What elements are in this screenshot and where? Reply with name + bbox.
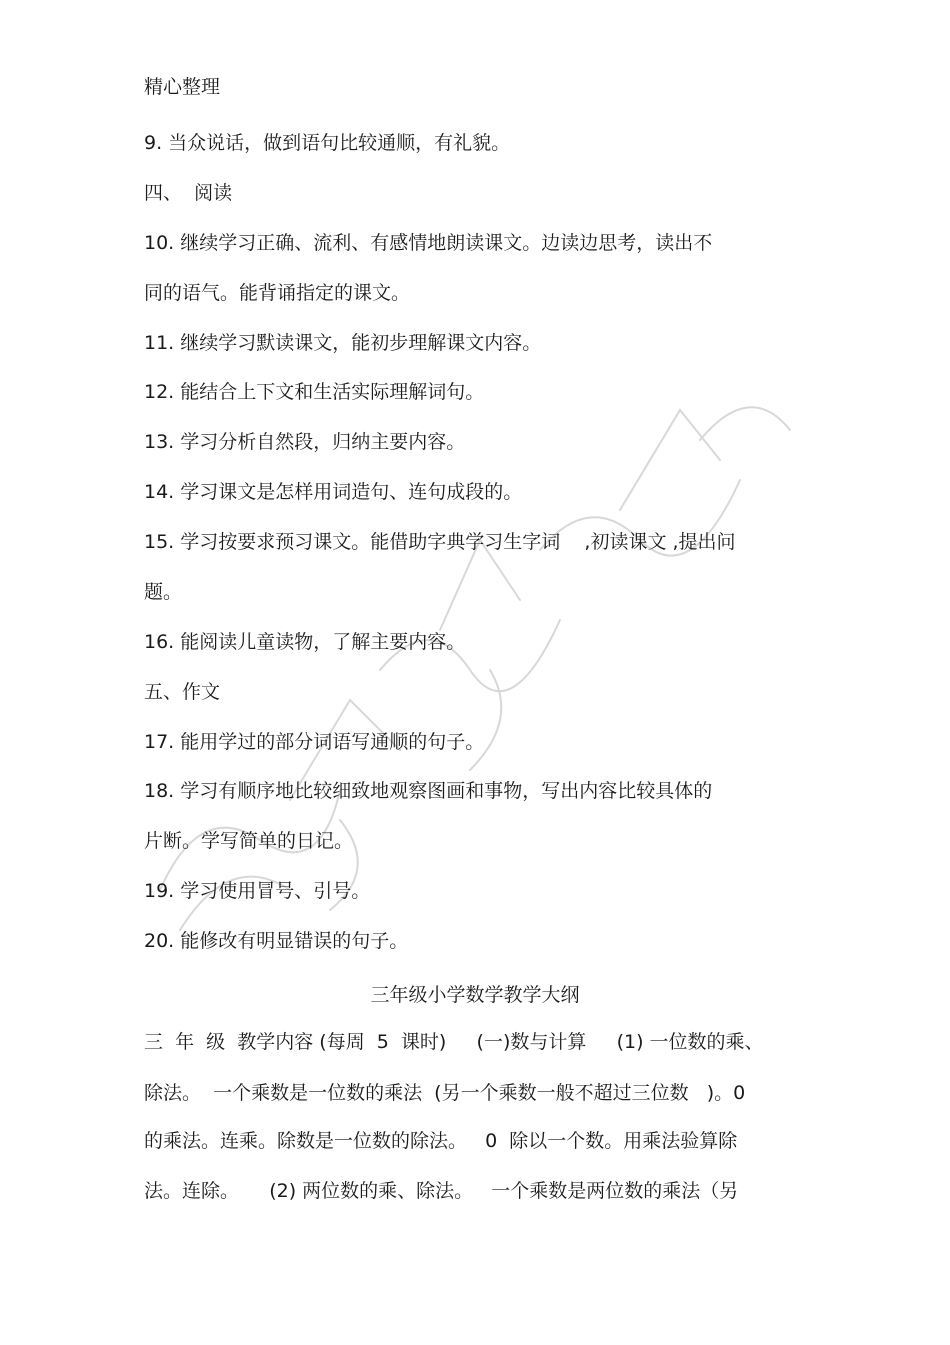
text-line: 10. 继续学习正确、流利、有感情地朗读课文。边读边思考，读出不 xyxy=(144,232,713,254)
text-line: 12. 能结合上下文和生活实际理解词句。 xyxy=(144,381,485,403)
section-heading: 四、 阅读 xyxy=(144,182,233,204)
text-line: 除法。 一个乘数是一位数的乘法 (另一个乘数一般不超过三位数 )。0 xyxy=(144,1082,746,1104)
text-line: 14. 学习课文是怎样用词造句、连句成段的。 xyxy=(144,481,523,503)
watermark xyxy=(140,370,820,950)
text-line: 19. 学习使用冒号、引号。 xyxy=(144,880,371,902)
section-heading: 五、作文 xyxy=(144,681,221,703)
text-line: 17. 能用学过的部分词语写通顺的句子。 xyxy=(144,731,485,753)
text-line: 15. 学习按要求预习课文。能借助字典学习生字词 ,初读课文 ,提出问 xyxy=(144,531,736,553)
page-header: 精心整理 xyxy=(144,76,221,98)
watermark-graphic xyxy=(140,370,820,950)
text-line: 11. 继续学习默读课文，能初步理解课文内容。 xyxy=(144,332,542,354)
text-line: 9. 当众说话，做到语句比较通顺，有礼貌。 xyxy=(144,132,511,154)
text-line: 13. 学习分析自然段，归纳主要内容。 xyxy=(144,431,466,453)
text-line: 20. 能修改有明显错误的句子。 xyxy=(144,930,409,952)
text-line: 同的语气。能背诵指定的课文。 xyxy=(144,282,411,304)
text-line: 的乘法。连乘。除数是一位数的除法。 0 除以一个数。用乘法验算除 xyxy=(144,1130,738,1152)
text-line: 片断。学写简单的日记。 xyxy=(144,830,354,852)
text-line: 18. 学习有顺序地比较细致地观察图画和事物，写出内容比较具体的 xyxy=(144,780,713,802)
text-line: 题。 xyxy=(144,581,183,603)
text-line: 法。连除。 (2) 两位数的乘、除法。 一个乘数是两位数的乘法（另 xyxy=(144,1180,739,1202)
section-title: 三年级小学数学教学大纲 xyxy=(370,984,580,1006)
text-line: 16. 能阅读儿童读物，了解主要内容。 xyxy=(144,631,466,653)
text-line: 三 年 级 教学内容 (每周 5 课时) (一)数与计算 (1) 一位数的乘、 xyxy=(144,1031,764,1053)
